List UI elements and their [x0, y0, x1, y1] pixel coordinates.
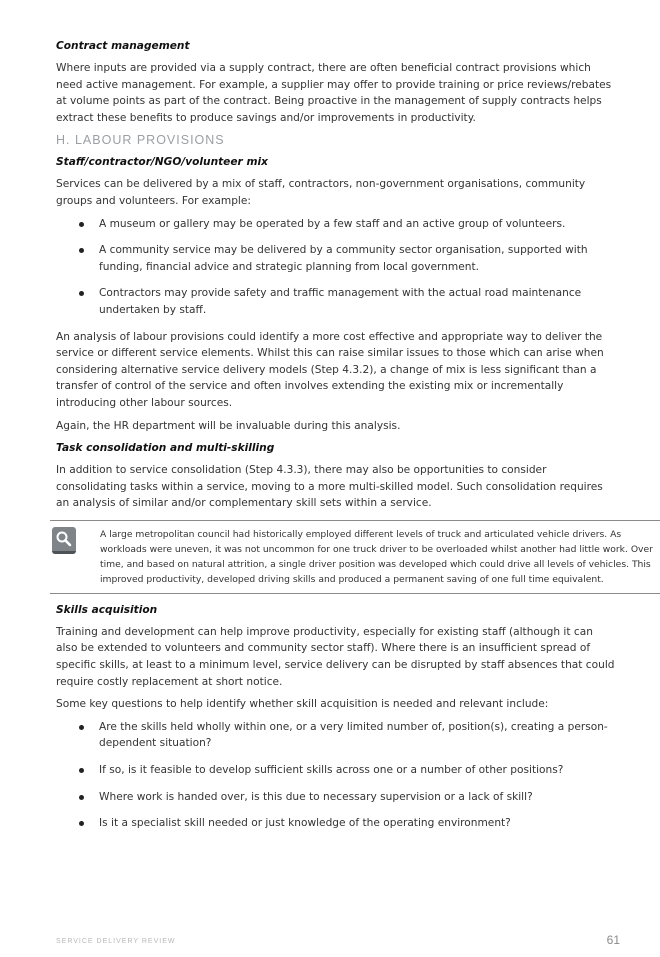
mix-intro: Services can be delivered by a mix of staff, contractors, non-government organisations, community groups and volunteers. For example: — [56, 178, 586, 207]
list-item — [56, 789, 616, 806]
list-item-text: A museum or gallery may be operated by a few staff and an active group of volunteers. — [99, 217, 566, 230]
page-content — [56, 38, 653, 842]
bullet-icon — [79, 222, 84, 227]
case-study-text: A large metropolitan council had historically employed different levels of truck and articulated vehicle drivers. As workloads were uneven, it was not uncommon for one truck driver to be overloaded whilst another had little work. Over time, and based on natural attrition, a single driver position was developed which could drive all levels of vehicles. This improved productivity, developed driving skills and produced a permanent saving of one full time equivalent. — [100, 528, 653, 585]
skills-paragraph: Training and development can help improve productivity, especially for existing staff (although it can also be extended to volunteers and community sector staff). Where there is an insufficient spread of specific skills, at least to a minimum level, service delivery can be disrupted by staff absences that could require costly replacement at short notice. — [56, 625, 615, 688]
bullet-icon — [79, 248, 84, 253]
list-item-text: Where work is handed over, is this due to necessary supervision or a lack of skill? — [99, 790, 533, 803]
magnifier-icon — [52, 527, 76, 554]
footer-document-title: SERVICE DELIVERY REVIEW — [56, 938, 176, 945]
bullet-icon — [79, 768, 84, 773]
case-study-box — [50, 520, 660, 594]
contract-management-paragraph: Where inputs are provided via a supply contract, there are often beneficial contract provisions which need active management. For example, a supplier may offer to provide training or price reviews/rebates at volume points as part of the contract. Being proactive in the management of supply contracts helps extract these benefits to produce savings and/or improvements in productivity. — [56, 62, 612, 124]
skills-questions-intro: Some key questions to help identify whether skill acquisition is needed and relevant include: — [56, 698, 549, 711]
task-consolidation-heading: Task consolidation and multi-skilling — [56, 442, 275, 455]
list-item — [56, 216, 616, 233]
list-item — [56, 285, 616, 318]
list-item — [56, 815, 616, 832]
mix-heading: Staff/contractor/NGO/volunteer mix — [56, 156, 268, 169]
list-item — [56, 762, 616, 779]
bullet-icon — [79, 725, 84, 730]
skills-bullet-list — [56, 719, 616, 832]
list-item-text: A community service may be delivered by a community sector organisation, supported with funding, financial advice and strategic planning from local government. — [99, 244, 588, 273]
bullet-icon — [79, 291, 84, 296]
bullet-icon — [79, 795, 84, 800]
list-item — [56, 242, 616, 275]
list-item-text: Is it a specialist skill needed or just knowledge of the operating environment? — [99, 817, 511, 830]
contract-management-heading: Contract management — [56, 40, 190, 52]
mix-analysis-paragraph: An analysis of labour provisions could identify a more cost effective and appropriate way to deliver the service or different service elements. Whilst this can raise similar issues to those which can arise when considering alternative service delivery models (Step 4.3.2), a change of mix is less significant than a transfer of control of the service and often involves extending the existing mix or incrementally introducing other labour sources. — [56, 330, 604, 409]
page-number: 61 — [606, 933, 620, 947]
list-item-text: Are the skills held wholly within one, or a very limited number of, position(s), creating a person-dependent situation? — [99, 720, 608, 750]
labour-provisions-heading: H. LABOUR PROVISIONS — [56, 133, 225, 148]
bullet-icon — [79, 821, 84, 826]
skills-acquisition-heading: Skills acquisition — [56, 603, 158, 616]
list-item-text: If so, is it feasible to develop sufficient skills across one or a number of other positions? — [99, 764, 564, 777]
list-item-text: Contractors may provide safety and traffic management with the actual road maintenance undertaken by staff. — [99, 287, 582, 316]
hr-note: Again, the HR department will be invaluable during this analysis. — [56, 419, 401, 432]
mix-bullet-list — [56, 216, 616, 319]
list-item — [56, 719, 616, 752]
task-consolidation-paragraph: In addition to service consolidation (Step 4.3.3), there may also be opportunities to consider consolidating tasks within a service, moving to a more multi-skilled model. Such consolidation requires an analysis of similar and/or complementary skill sets within a service. — [56, 464, 603, 510]
